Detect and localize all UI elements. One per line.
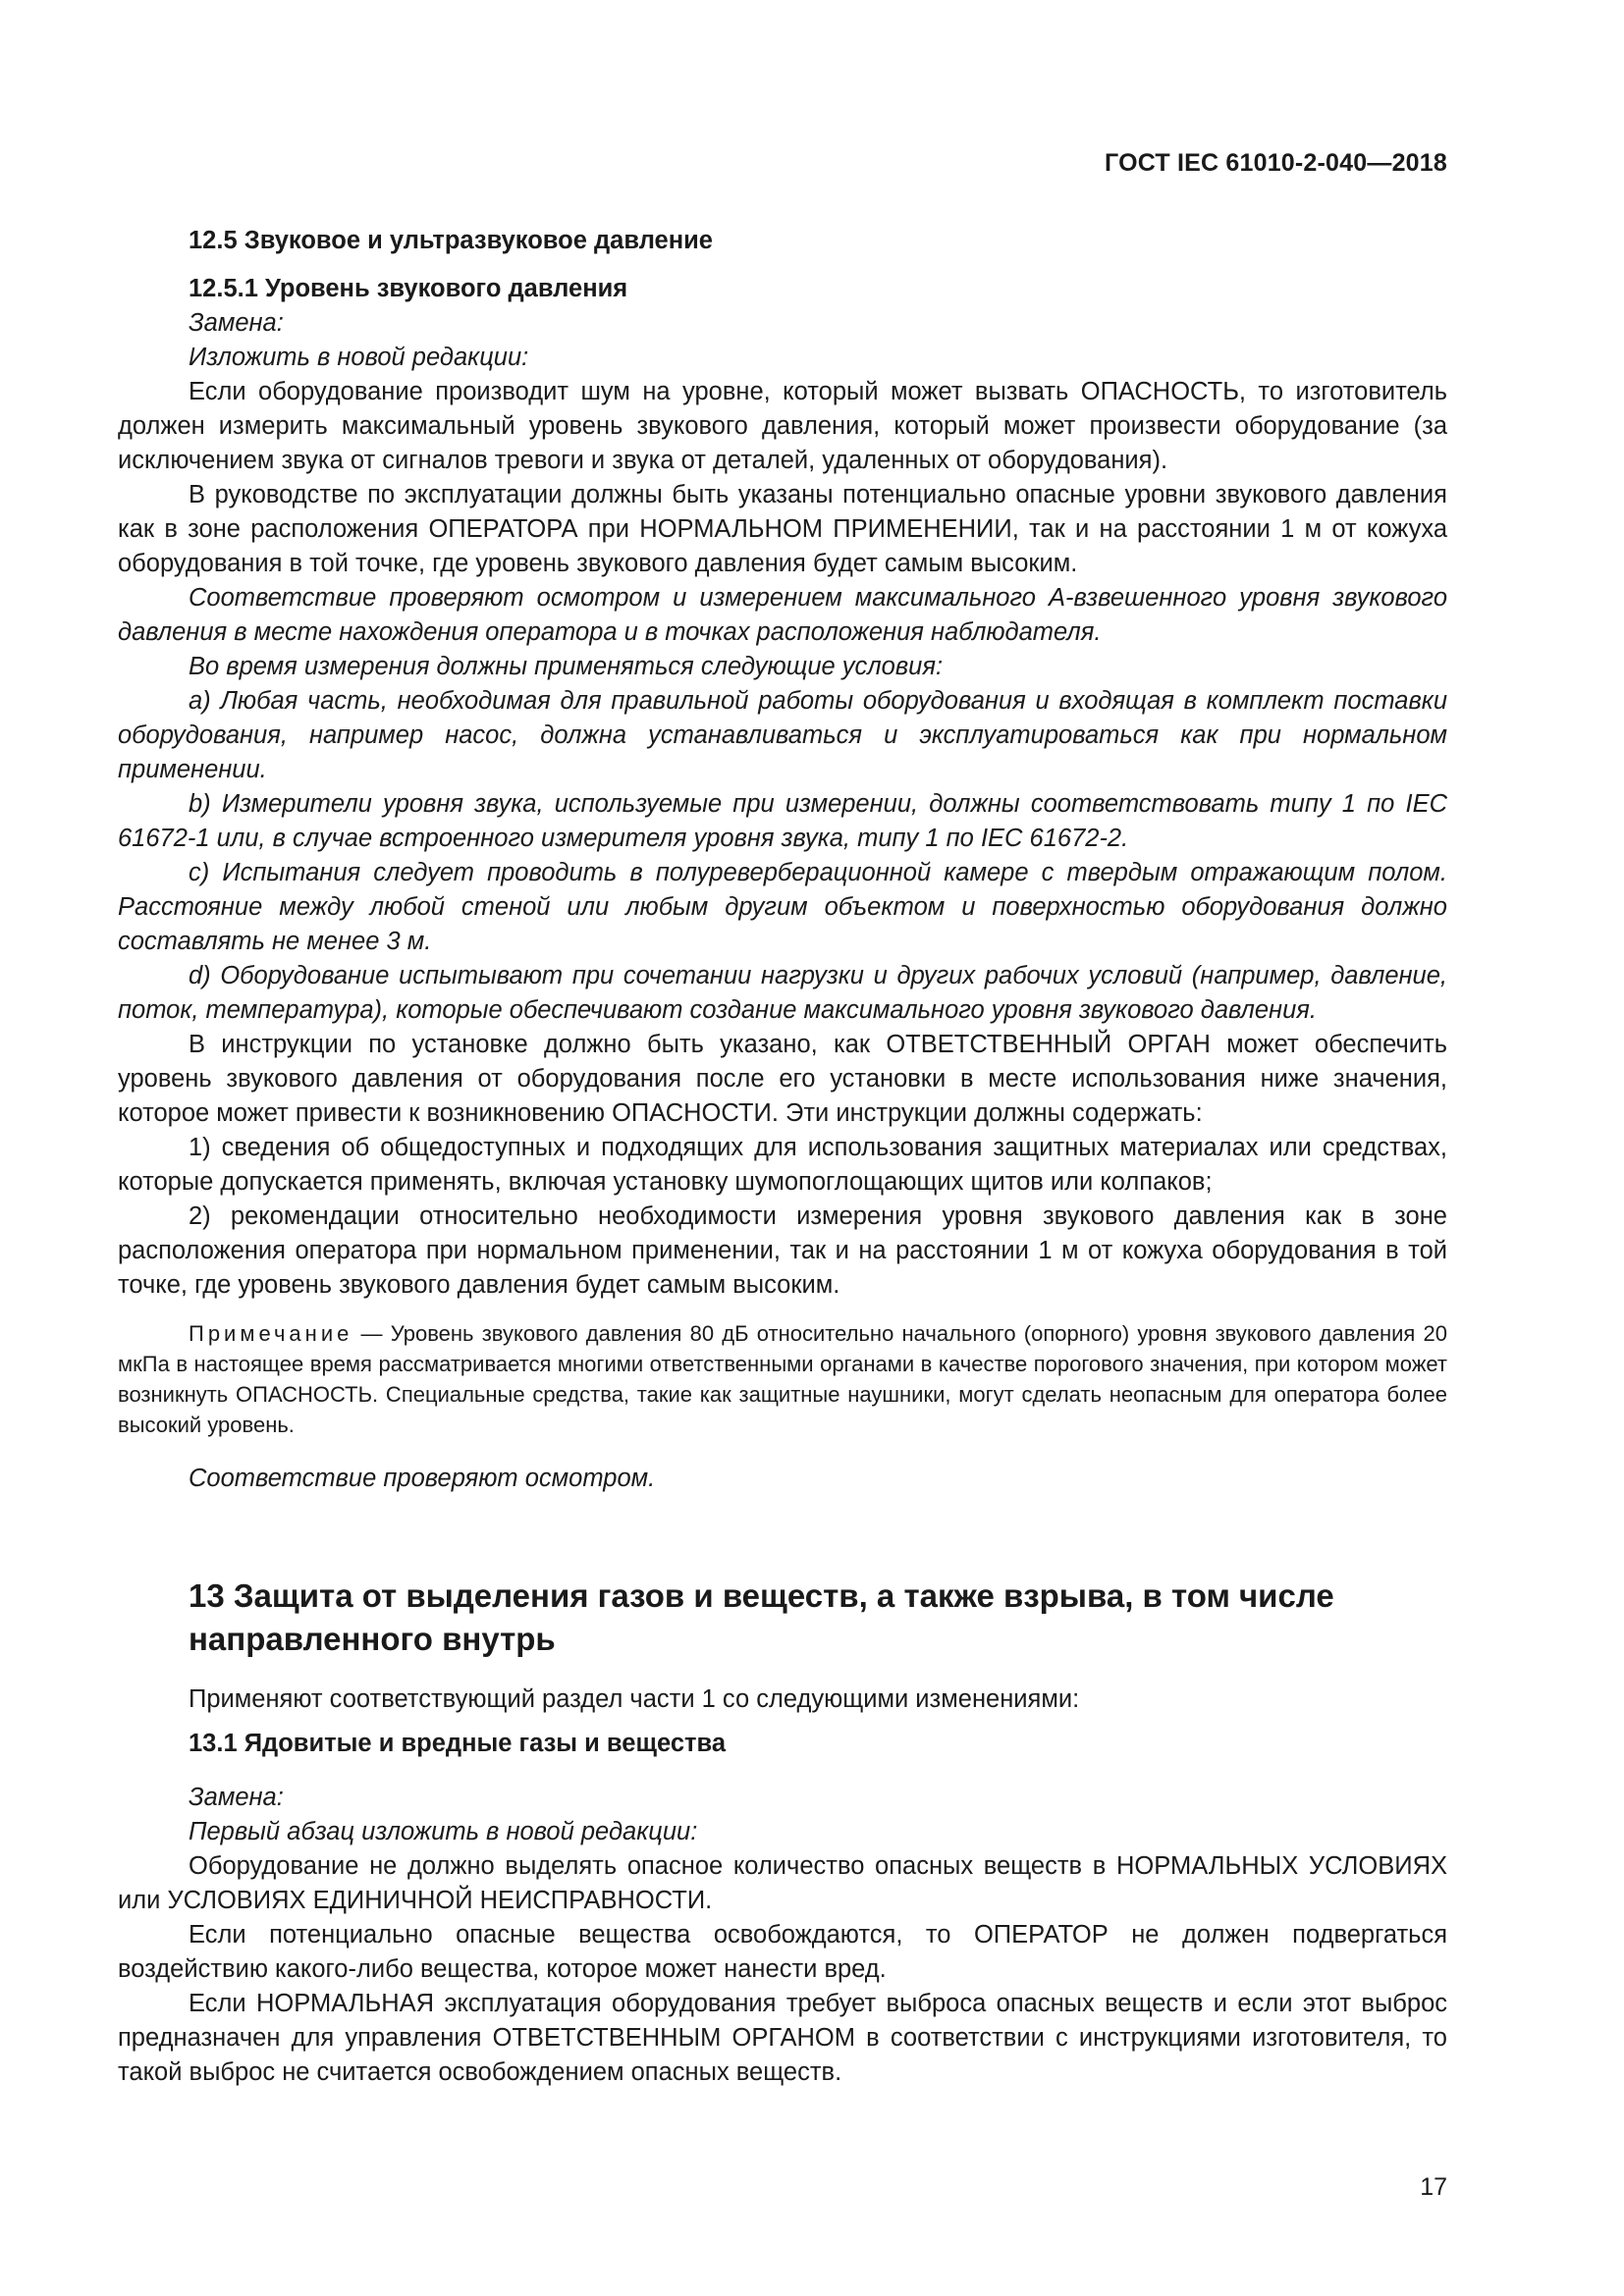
section-12-5-title: 12.5 Звуковое и ультразвуковое давление bbox=[189, 227, 713, 254]
document-header: ГОСТ IEC 61010-2-040—2018 bbox=[1105, 149, 1447, 177]
paragraph: Если оборудование производит шум на уровне, который может вызвать ОПАСНОСТЬ, то изготовитель должен измерить максимальный уровень звукового давления, который может произвести оборудование (за исключением звука от сигналов тревоги и звука от деталей, удаленных от оборудования). bbox=[118, 378, 1447, 474]
note-label: Примечание bbox=[189, 1321, 353, 1346]
paragraph: Оборудование не должно выделять опасное количество опасных веществ в НОРМАЛЬНЫХ УСЛОВИЯХ или УСЛОВИЯХ ЕДИНИЧНОЙ НЕИСПРАВНОСТИ. bbox=[118, 1852, 1447, 1914]
condition-d: d) Оборудование испытывают при сочетании нагрузки и других рабочих условий (например, давление, поток, температура), которые обеспечивают создание максимального уровня звукового давления. bbox=[118, 962, 1447, 1024]
list-item: 2) рекомендации относительно необходимости измерения уровня звукового давления как в зоне расположения оператора при нормальном применении, так и на расстоянии 1 м от кожуха оборудования в той точке, где уровень звукового давления будет самым высоким. bbox=[118, 1202, 1447, 1299]
replace-label: Замена: bbox=[189, 309, 284, 337]
replace-label: Замена: bbox=[189, 1784, 284, 1811]
page-content bbox=[118, 224, 1447, 2090]
restate-label: Первый абзац изложить в новой редакции: bbox=[189, 1818, 698, 1845]
list-item: 1) сведения об общедоступных и подходящих для использования защитных материалах или средствах, которые допускается применять, включая установку шумопоглощающих щитов или колпаков; bbox=[118, 1134, 1447, 1196]
compliance-paragraph: Соответствие проверяют осмотром и измерением максимального А-взвешенного уровня звукового давления в месте нахождения оператора и в точках расположения наблюдателя. bbox=[118, 584, 1447, 646]
compliance-inspection: Соответствие проверяют осмотром. bbox=[189, 1465, 656, 1492]
section-13-1-title: 13.1 Ядовитые и вредные газы и вещества bbox=[189, 1730, 727, 1757]
paragraph: В руководстве по эксплуатации должны быть указаны потенциально опасные уровни звукового давления как в зоне расположения ОПЕРАТОРА при НОРМАЛЬНОМ ПРИМЕНЕНИИ, так и на расстоянии 1 м от кожуха оборудования в той точке, где уровень звукового давления будет самым высоким. bbox=[118, 481, 1447, 577]
note bbox=[118, 1318, 1447, 1440]
condition-a: a) Любая часть, необходимая для правильной работы оборудования и входящая в комплект поставки оборудования, например насос, должна устанавливаться и эксплуатироваться как при нормальном применении. bbox=[118, 687, 1447, 783]
page-number: 17 bbox=[1420, 2173, 1447, 2201]
note-text: — Уровень звукового давления 80 дБ относительно начального (опорного) уровня звукового давления 20 мкПа в настоящее время рассматривается многими ответственными органами в качестве порогового значения, при котором может возникнуть ОПАСНОСТЬ. Специальные средства, такие как защитные наушники, могут сделать неопасным для оператора более высокий уровень. bbox=[118, 1321, 1447, 1437]
section-12-5-1-title: 12.5.1 Уровень звукового давления bbox=[189, 275, 628, 302]
paragraph: Если потенциально опасные вещества освобождаются, то ОПЕРАТОР не должен подвергаться воздействию какого-либо вещества, которое может нанести вред. bbox=[118, 1921, 1447, 1983]
condition-c: c) Испытания следует проводить в полуреверберационной камере с твердым отражающим полом. Расстояние между любой стеной или любым другим объектом и поверхностью оборудования должно составлять не менее 3 м. bbox=[118, 859, 1447, 955]
restate-label: Изложить в новой редакции: bbox=[189, 344, 529, 371]
paragraph: В инструкции по установке должно быть указано, как ОТВЕТСТВЕННЫЙ ОРГАН может обеспечить уровень звукового давления от оборудования после его установки в месте использования ниже значения, которое может привести к возникновению ОПАСНОСТИ. Эти инструкции должны содержать: bbox=[118, 1031, 1447, 1127]
section-13-title: 13 Защита от выделения газов и веществ, а также взрыва, в том числе направленного внутрь bbox=[189, 1577, 1334, 1657]
conditions-intro: Во время измерения должны применяться следующие условия: bbox=[189, 653, 944, 680]
paragraph: Применяют соответствующий раздел части 1 со следующими изменениями: bbox=[189, 1685, 1080, 1713]
condition-b: b) Измерители уровня звука, используемые при измерении, должны соответствовать типу 1 по IEC 61672-1 или, в случае встроенного измерителя уровня звука, типу 1 по IEC 61672-2. bbox=[118, 790, 1447, 852]
paragraph: Если НОРМАЛЬНАЯ эксплуатация оборудования требует выброса опасных веществ и если этот выброс предназначен для управления ОТВЕТСТВЕННЫМ ОРГАНОМ в соответствии с инструкциями изготовителя, то такой выброс не считается освобождением опасных веществ. bbox=[118, 1990, 1447, 2086]
